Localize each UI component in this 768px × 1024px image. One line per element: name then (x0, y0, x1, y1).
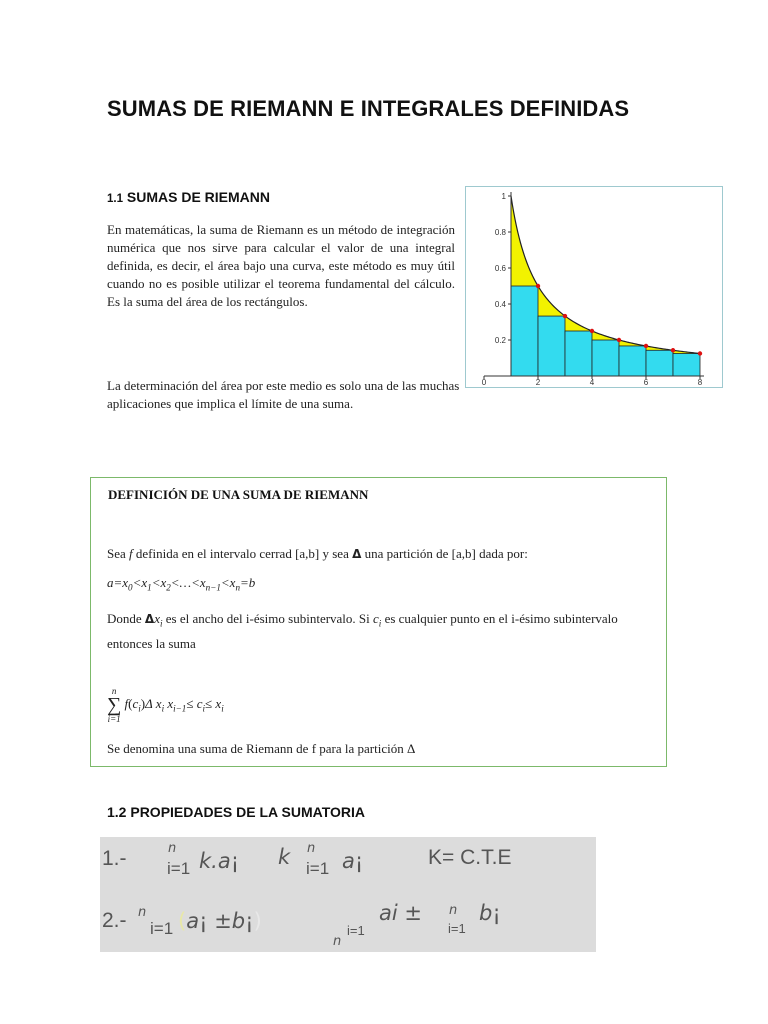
y-tick-label: 0.6 (494, 264, 506, 273)
sample-point (563, 314, 567, 318)
definition-line-1 (107, 546, 528, 562)
riemann-rectangle (592, 340, 619, 376)
x-tick-label: 2 (535, 378, 541, 387)
riemann-rectangle (511, 286, 538, 376)
second-paragraph: La determinación del área por este medio es solo una de las muchas aplicaciones que implica el límite de una suma. (107, 378, 460, 411)
riemann-chart (465, 186, 723, 388)
y-tick-label: 0.8 (494, 228, 506, 237)
definition-line-3: Se denomina una suma de Riemann de f para la partición Δ (107, 741, 416, 756)
section-heading-1 (107, 189, 270, 205)
y-tick-label: 0.2 (494, 336, 506, 345)
section-number: 1.1 (107, 193, 123, 205)
intro-paragraph: En matemáticas, la suma de Riemann es un método de integración numérica que nos sirve para calcular el valor de una integral definida, es decir, el área bajo una curva, este método es muy útil cuando no es posible utilizar el teorema fundamental del cálculo. Es la suma del área de los rectángulos. (107, 222, 455, 309)
section-title: SUMAS DE RIEMANN (126, 189, 271, 205)
chart-svg (466, 187, 722, 387)
sample-point (644, 344, 648, 348)
delta-symbol: Δ (352, 547, 362, 561)
text: definida en el intervalo cerrad [a,b] y sea (132, 546, 353, 561)
constant-note: K= C.T.E (428, 846, 512, 869)
text: f (129, 546, 133, 561)
property-1-k: k (278, 845, 291, 869)
sample-point (590, 329, 594, 333)
definition-line-2: Donde $\Delta x_i$ es el ancho del i-ésimo subintervalo. Si $c_i$ es cualquier punto en el i-ésimo subintervalo entonces la suma (107, 611, 618, 651)
partition-formula: $a=x_0<x_1<x_2<\dots<x_{n-1}<x_n=b$ (107, 575, 256, 593)
x-tick-label: 0 (481, 378, 487, 387)
page-title: SUMAS DE RIEMANN E INTEGRALES DEFINIDAS (107, 96, 630, 121)
riemann-rectangle (673, 354, 700, 377)
sample-point (617, 338, 621, 342)
sample-point (671, 348, 675, 352)
y-tick-label: 0.4 (494, 300, 506, 309)
riemann-rectangle (538, 316, 565, 376)
definition-title: DEFINICIÓN DE UNA SUMA DE RIEMANN (108, 487, 369, 502)
section-heading-2: 1.2 PROPIEDADES DE LA SUMATORIA (107, 804, 366, 820)
sample-point (536, 284, 540, 288)
riemann-rectangle (646, 350, 673, 376)
text: Donde (107, 611, 145, 626)
text: Sea (107, 546, 130, 561)
x-tick-label: 8 (697, 378, 703, 387)
riemann-rectangle (565, 331, 592, 376)
text: es el ancho del i-ésimo subintervalo. Si (162, 611, 374, 626)
property-1-label: 1.- (102, 847, 127, 870)
properties-image: 1.- n i=1 k.a¡ k n i=1 a¡ K= C.T.E 2.- n i=1 (a¡ ±b¡) n i=1 ai ± n i=1 b¡ (100, 837, 596, 952)
property-2-label: 2.- (102, 909, 127, 932)
riemann-sum-formula: n ∑ i=1 $f(c_i)\Delta$ $x_i$ $x_{i-1}\le c_i\le x_i$ (107, 686, 224, 724)
riemann-rectangle (619, 346, 646, 376)
y-tick-label: 1 (501, 192, 506, 201)
x-tick-label: 6 (643, 378, 649, 387)
sample-point (698, 351, 702, 355)
text: es cualquier punto en el i-ésimo subintervalo entonces la suma (107, 611, 618, 651)
x-tick-label: 4 (589, 378, 595, 387)
text: una partición de [a,b] dada por: (361, 546, 528, 561)
